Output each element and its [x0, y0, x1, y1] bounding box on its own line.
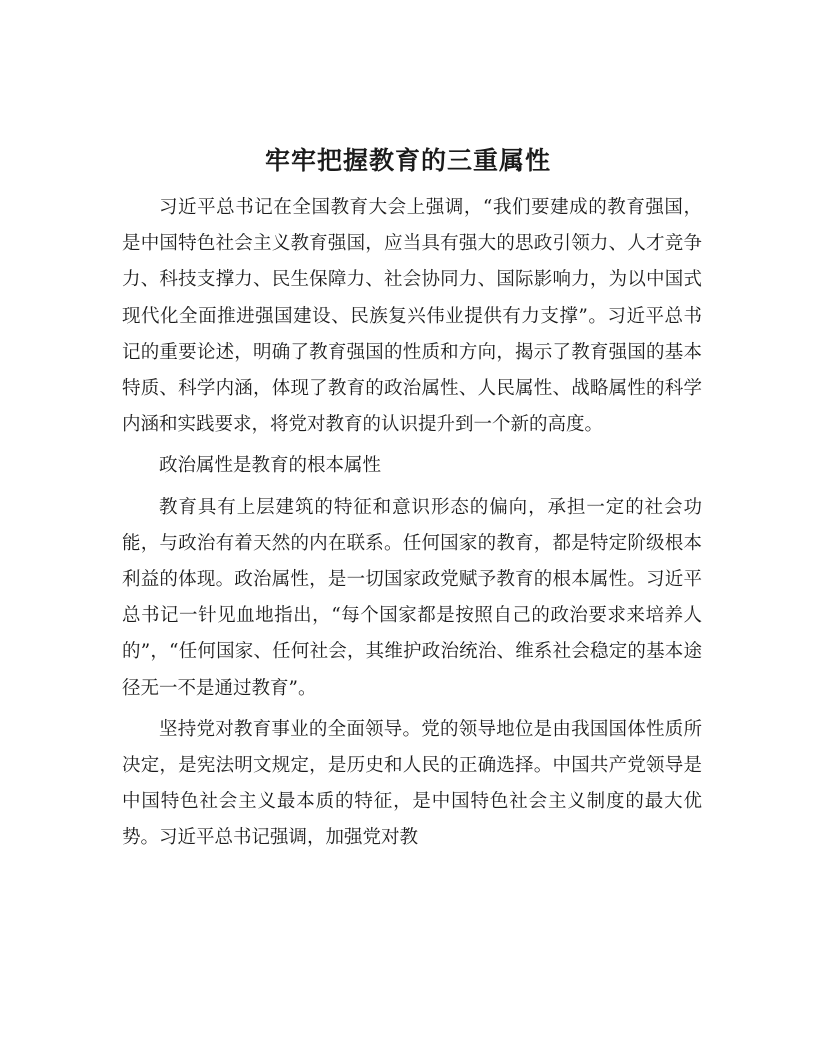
paragraph-party-leadership: 坚持党对教育事业的全面领导。党的领导地位是由我国国体性质所决定，是宪法明文规定，是历史和人民的正确选择。中国共产党领导是中国特色社会主义最本质的特征，是中国特色社会主义制度的最大优势。习近平总书记强调，加强党对教: [122, 718, 702, 849]
section-heading-political: 政治属性是教育的根本属性: [159, 455, 382, 477]
paragraph-intro: 习近平总书记在全国教育大会上强调，“我们要建成的教育强国，是中国特色社会主义教育强国，应当具有强大的思政引领力、人才竞争力、科技支撑力、民生保障力、社会协同力、国际影响力，为以中国式现代化全面推进强国建设、民族复兴伟业提供有力支撑”。习近平总书记的重要论述，明确了教育强国的性质和方向，揭示了教育强国的基本特质、科学内涵，体现了教育的政治属性、人民属性、战略属性的科学内涵和实践要求，将党对教育的认识提升到一个新的高度。: [122, 197, 702, 436]
document-body: [122, 190, 702, 862]
paragraph-political-attribute: 教育具有上层建筑的特征和意识形态的偏向，承担一定的社会功能，与政治有着天然的内在联系。任何国家的教育，都是特定阶级根本利益的体现。政治属性，是一切国家政党赋予教育的根本属性。习近平总书记一针见血地指出，“每个国家都是按照自己的政治要求来培养人的”，“任何国家、任何社会，其维护政治统治、维系社会稳定的基本途径无一不是通过教育”。: [122, 496, 702, 699]
document-title: 牢牢把握教育的三重属性: [264, 146, 551, 175]
